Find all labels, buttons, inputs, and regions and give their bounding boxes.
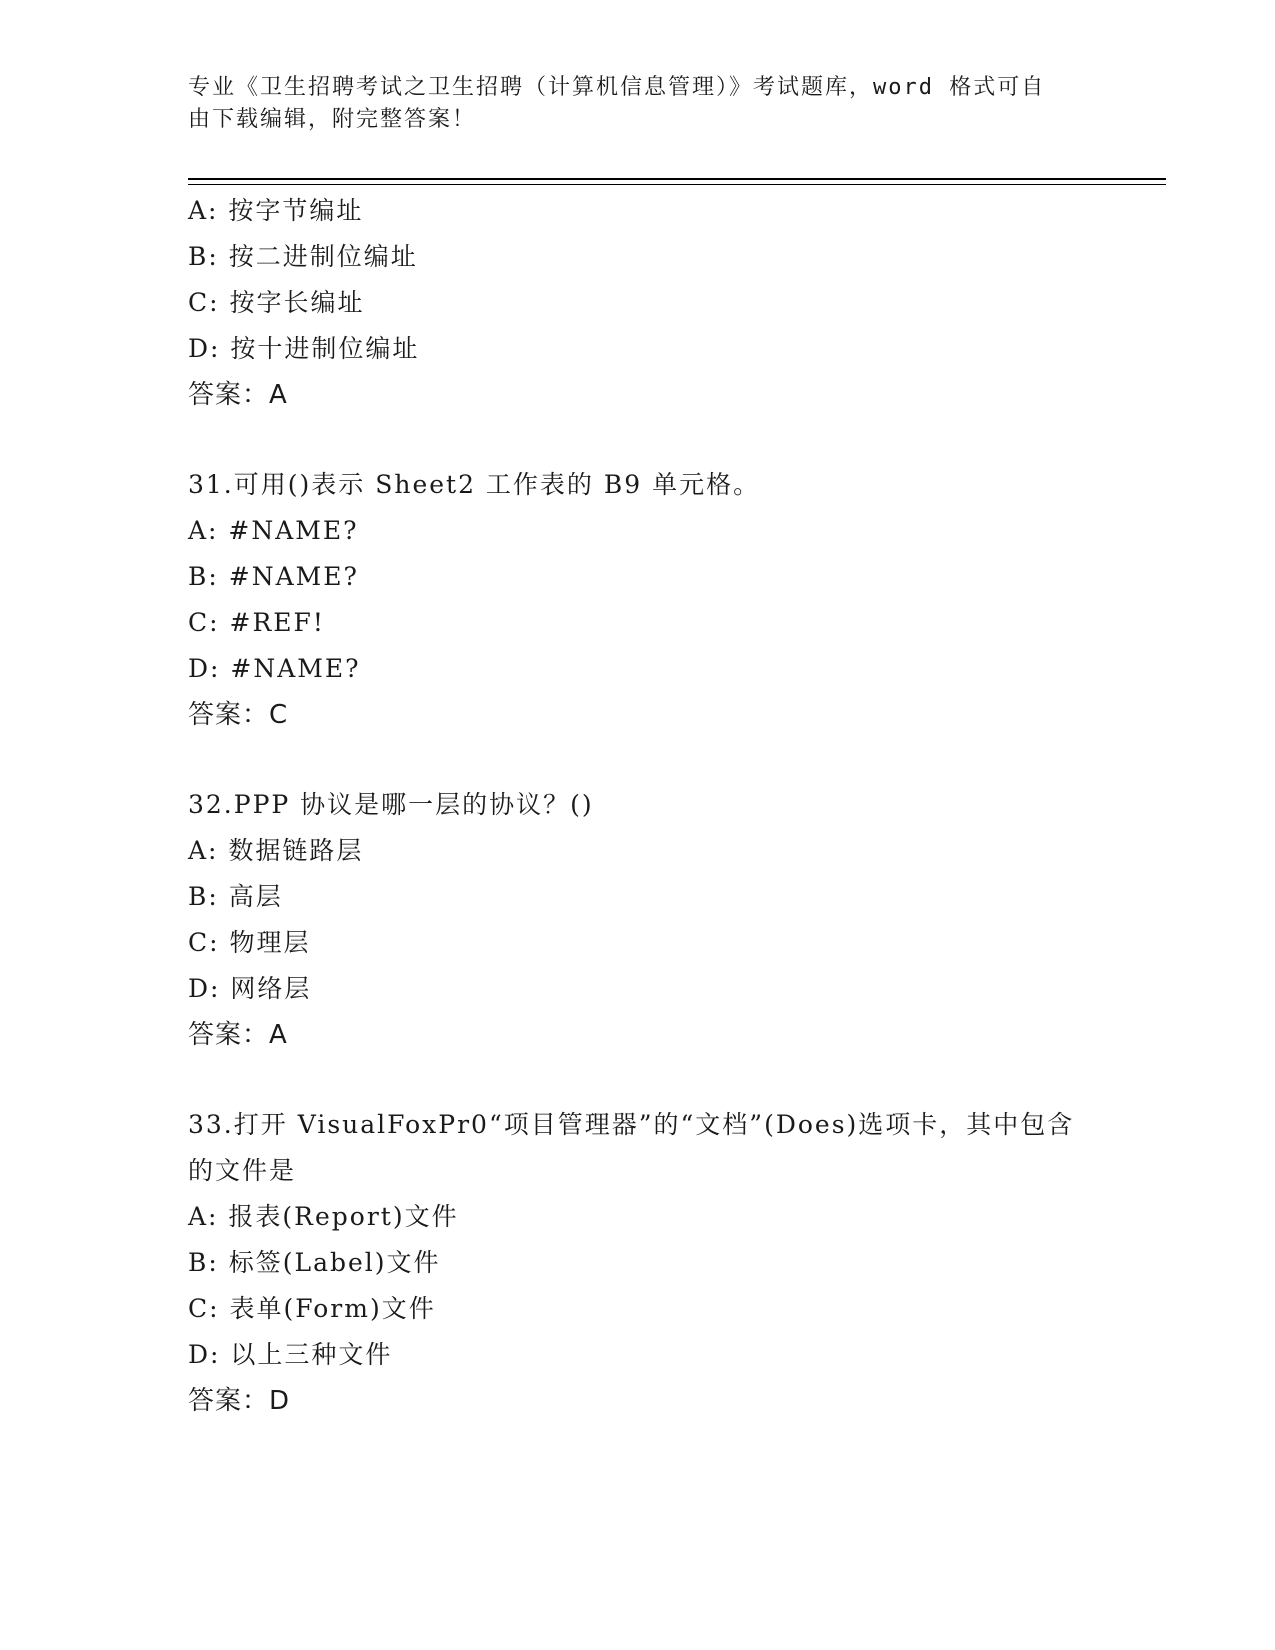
question-title: 33.打开 VisualFoxPr0“项目管理器”的“文档”(Does)选项卡，其中包含的文件是 xyxy=(188,1110,1075,1185)
header-divider xyxy=(188,178,1166,180)
header-divider-thin xyxy=(188,184,1166,185)
header-line-1: 专业《卫生招聘考试之卫生招聘（计算机信息管理）》考试题库，word 格式可自 xyxy=(188,75,1046,100)
option-d: D: #NAME? xyxy=(188,654,361,683)
option-b: B: #NAME? xyxy=(188,562,359,591)
question-block-32 xyxy=(188,782,1168,1058)
option-c: C: 表单(Form)文件 xyxy=(188,1294,436,1323)
option-b: B: 高层 xyxy=(188,882,283,911)
header-line-2: 由下载编辑，附完整答案！ xyxy=(188,107,477,132)
document-header xyxy=(188,72,1068,136)
option-b: B: 标签(Label)文件 xyxy=(188,1248,441,1277)
option-b: B: 按二进制位编址 xyxy=(188,242,418,271)
option-c: C: 按字长编址 xyxy=(188,288,365,317)
option-a: A: 按字节编址 xyxy=(188,196,364,225)
question-block-30 xyxy=(188,188,1168,418)
option-c: C: 物理层 xyxy=(188,928,311,957)
question-list xyxy=(188,188,1168,1424)
answer-line: 答案：A xyxy=(188,1020,288,1050)
question-title: 31.可用()表示 Sheet2 工作表的 B9 单元格。 xyxy=(188,470,761,499)
option-a: A: 报表(Report)文件 xyxy=(188,1202,459,1231)
question-block-31 xyxy=(188,462,1168,738)
option-d: D: 网络层 xyxy=(188,974,312,1003)
answer-line: 答案：C xyxy=(188,700,289,730)
answer-line: 答案：D xyxy=(188,1386,291,1416)
option-d: D: 按十进制位编址 xyxy=(188,334,420,363)
option-a: A: 数据链路层 xyxy=(188,836,364,865)
option-c: C: #REF! xyxy=(188,608,325,637)
question-block-33 xyxy=(188,1102,1168,1424)
answer-line: 答案：A xyxy=(188,380,288,410)
option-a: A: #NAME? xyxy=(188,516,359,545)
question-title: 32.PPP 协议是哪一层的协议？() xyxy=(188,790,594,819)
option-d: D: 以上三种文件 xyxy=(188,1340,393,1369)
